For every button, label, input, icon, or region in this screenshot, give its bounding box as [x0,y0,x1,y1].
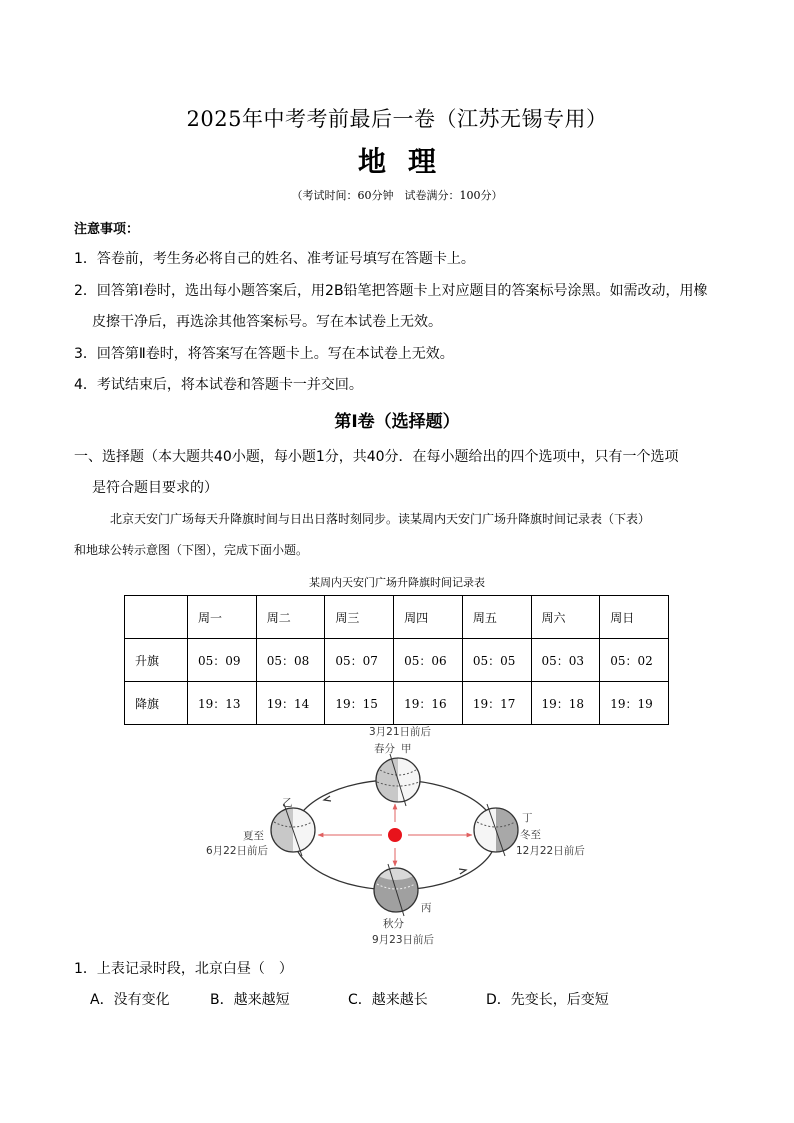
table-cell: 升旗 [125,639,188,682]
bottom-term-label: 秋分 [383,918,404,930]
top-date-label: 3月21日前后 [369,726,432,738]
context-line-1: 北京天安门广场每天升降旗时间与日出日落时刻同步。读某周内天安门广场升降旗时间记录表（下表） [110,512,651,526]
notice-item-4: 4．考试结束后，将本试卷和答题卡一并交回。 [74,377,363,393]
question-1-option-a[interactable]: A．没有变化 [90,992,170,1008]
section-title: 第Ⅰ卷（选择题） [334,412,460,432]
notice-item-2-cont: 皮擦干净后，再选涂其他答案标号。写在本试卷上无效。 [92,314,442,330]
table-cell: 05：07 [325,639,394,682]
table-header-cell: 周三 [325,596,394,639]
top-term-label: 春分 [374,743,395,755]
bottom-point-label: 丙 [421,902,432,914]
right-point-label: 丁 [522,812,533,824]
table-cell: 降旗 [125,682,188,725]
table-cell: 05：05 [462,639,531,682]
table-header-cell: 周二 [256,596,325,639]
table-header-row [125,596,669,639]
table-cell: 19：15 [325,682,394,725]
table-row [125,682,669,725]
earth-summer-icon [271,804,315,856]
table-header-cell: 周四 [394,596,463,639]
notice-item-2: 2．回答第Ⅰ卷时，选出每小题答案后，用2B铅笔把答题卡上对应题目的答案标号涂黑。如需改动，用橡 [74,283,708,299]
question-1-stem: 1．上表记录时段，北京白昼（ ） [74,961,293,977]
context-line-2: 和地球公转示意图（下图），完成下面小题。 [74,543,309,557]
notice-item-1: 1．答卷前，考生务必将自己的姓名、准考证号填写在答题卡上。 [74,251,475,267]
exam-info: （考试时间：60分钟 试卷满分：100分） [291,189,503,202]
table-cell: 19：17 [462,682,531,725]
orbit-arrow-icon [324,796,331,801]
question-1-option-d[interactable]: D．先变长，后变短 [486,992,609,1008]
table-row [125,639,669,682]
earth-autumn-icon [374,864,418,916]
table-cell: 05：08 [256,639,325,682]
table-cell: 05：02 [600,639,669,682]
question-1-option-b[interactable]: B．越来越短 [210,992,290,1008]
right-date-label: 12月22日前后 [516,845,585,857]
table-caption: 某周内天安门广场升降旗时间记录表 [309,576,485,589]
subject-title: 地理 [357,145,458,178]
table-header-cell: 周日 [600,596,669,639]
table-cell: 05：03 [531,639,600,682]
bottom-date-label: 9月23日前后 [372,934,435,946]
table-header-cell: 周一 [188,596,257,639]
earth-revolution-diagram [190,724,610,950]
section-instruction-2: 是符合题目要求的） [92,480,218,496]
table-cell: 19：16 [394,682,463,725]
table-header-cell [125,596,188,639]
table-cell: 05：09 [188,639,257,682]
question-1-option-c[interactable]: C．越来越长 [348,992,428,1008]
table-cell: 19：13 [188,682,257,725]
notice-heading: 注意事项： [74,222,140,237]
earth-spring-icon [376,754,420,806]
left-term-label: 夏至 [243,830,264,842]
left-point-label: 乙 [282,797,293,809]
right-term-label: 冬至 [520,829,541,841]
table-cell: 05：06 [394,639,463,682]
top-point-label: 甲 [401,743,412,755]
table-cell: 19：19 [600,682,669,725]
left-date-label: 6月22日前后 [206,845,269,857]
notice-item-3: 3．回答第Ⅱ卷时，将答案写在答题卡上。写在本试卷上无效。 [74,346,454,362]
table-header-cell: 周六 [531,596,600,639]
section-instruction-1: 一、选择题（本大题共40小题，每小题1分，共40分．在每小题给出的四个选项中，只有一个选项 [74,449,679,465]
sun-icon [388,828,402,842]
flag-time-table [124,595,669,725]
table-header-cell: 周五 [462,596,531,639]
orbit-arrow-icon [459,869,466,874]
earth-winter-icon [474,804,518,856]
table-cell: 19：14 [256,682,325,725]
table-cell: 19：18 [531,682,600,725]
exam-title: 2025年中考考前最后一卷（江苏无锡专用） [186,107,608,131]
